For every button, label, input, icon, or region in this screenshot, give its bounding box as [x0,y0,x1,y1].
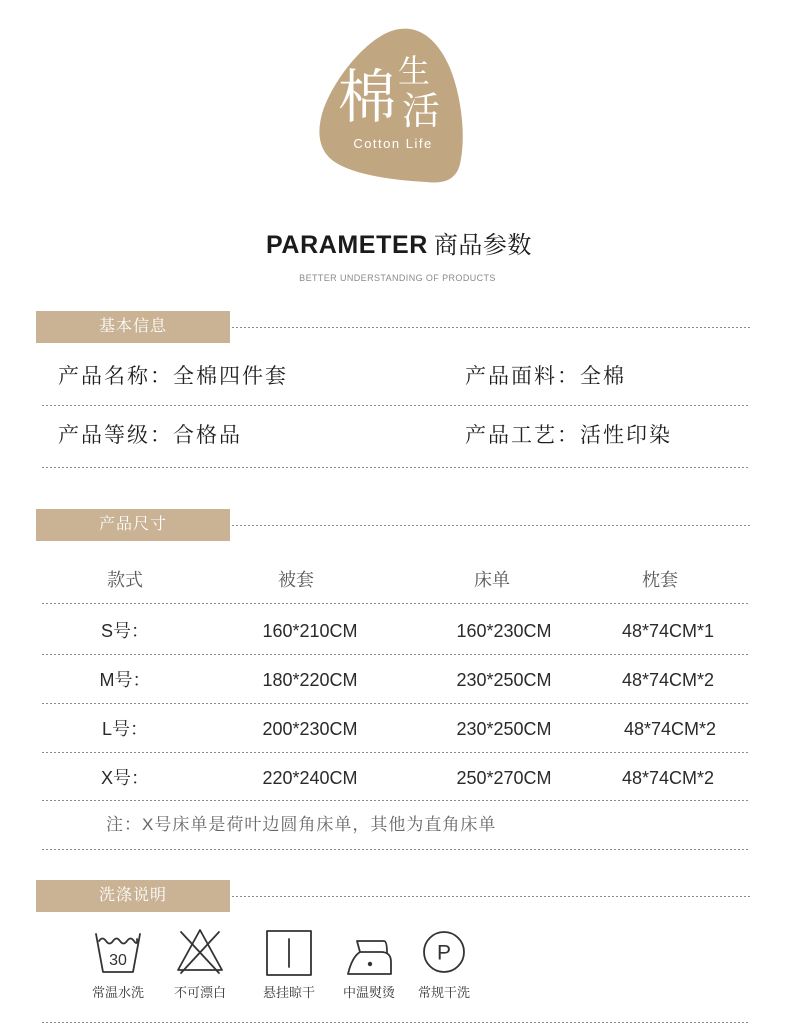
dry-clean-icon [419,926,469,976]
info-value: 全棉 [580,365,626,388]
section-divider [232,327,750,328]
table-cell-sheet: 250*270CM [456,768,552,788]
iron-medium-icon [344,926,394,976]
table-cell-size: S号： [100,621,149,641]
care-item-dry [249,926,329,1004]
row-divider [42,467,750,468]
size-note: 注：X号床单是荷叶边圆角床单，其他为直角床单 [106,815,497,834]
wash-temperature: 30 [109,952,127,969]
table-cell-size: L号： [101,719,148,739]
info-label: 产品工艺： [465,424,580,447]
info-product-fabric [465,364,626,390]
wash-tub-icon [93,926,143,976]
page-subtitle: BETTER UNDERSTANDING OF PRODUCTS [299,273,496,283]
table-cell-pillowcase: 48*74CM*2 [621,670,715,690]
info-product-process [465,423,672,449]
row-divider [42,654,750,655]
table-cell-duvet: 200*230CM [262,719,358,739]
care-item-wash [78,926,158,1004]
row-divider [42,800,750,801]
care-label: 不可漂白 [173,985,226,1000]
info-product-name [58,364,288,390]
row-divider [42,752,750,753]
section-header-care: 洗涤说明 [36,880,230,912]
row-divider [42,1022,750,1023]
info-label: 产品名称： [58,365,173,388]
care-label: 中温熨烫 [342,985,395,1000]
logo-char-bottom: 活 [402,89,441,133]
table-cell-pillowcase: 48*74CM*2 [621,768,715,788]
table-cell-size: M号： [99,670,151,690]
row-divider [42,703,750,704]
dry-clean-symbol: P [436,941,452,965]
table-cell-duvet: 220*240CM [262,768,358,788]
row-divider [42,603,750,604]
section-header-basic-info: 基本信息 [36,311,230,343]
title-chinese: 商品参数 [433,232,532,259]
table-cell-duvet: 160*210CM [262,621,358,641]
table-cell-sheet: 230*250CM [456,670,552,690]
care-item-dry-clean [404,926,484,1004]
table-cell-sheet: 230*250CM [456,719,552,739]
logo-char-main: 棉 [338,63,397,131]
title-english: PARAMETER [266,231,428,259]
section-header-size: 产品尺寸 [36,509,230,541]
info-label: 产品等级： [58,424,173,447]
row-divider [42,405,750,406]
info-value: 全棉四件套 [173,365,288,388]
section-divider [232,896,750,897]
row-divider [42,849,750,850]
column-header-style: 款式 [107,570,143,590]
table-cell-pillowcase: 48*74CM*1 [621,621,715,641]
care-item-iron [329,926,409,1004]
care-item-bleach [160,926,240,1004]
table-cell-duvet: 180*220CM [262,670,358,690]
column-header-sheet: 床单 [474,570,510,590]
column-header-pillowcase: 枕套 [642,570,678,590]
info-label: 产品面料： [465,365,580,388]
care-label: 悬挂晾干 [262,985,315,1000]
column-header-duvet: 被套 [278,570,314,590]
table-cell-pillowcase: 48*74CM*2 [623,719,717,739]
section-divider [232,525,750,526]
logo-char-top: 生 [398,52,431,90]
care-label: 常规干洗 [417,985,470,1000]
care-label: 常温水洗 [91,985,144,1000]
info-value: 合格品 [173,424,242,447]
info-product-grade [58,423,242,449]
hang-dry-icon [264,926,314,976]
info-value: 活性印染 [580,424,672,447]
no-bleach-icon [175,926,225,976]
page-title [266,230,532,264]
table-cell-size: X号： [100,768,149,788]
table-cell-sheet: 160*230CM [456,621,552,641]
logo-english-text: Cotton Life [353,136,433,151]
